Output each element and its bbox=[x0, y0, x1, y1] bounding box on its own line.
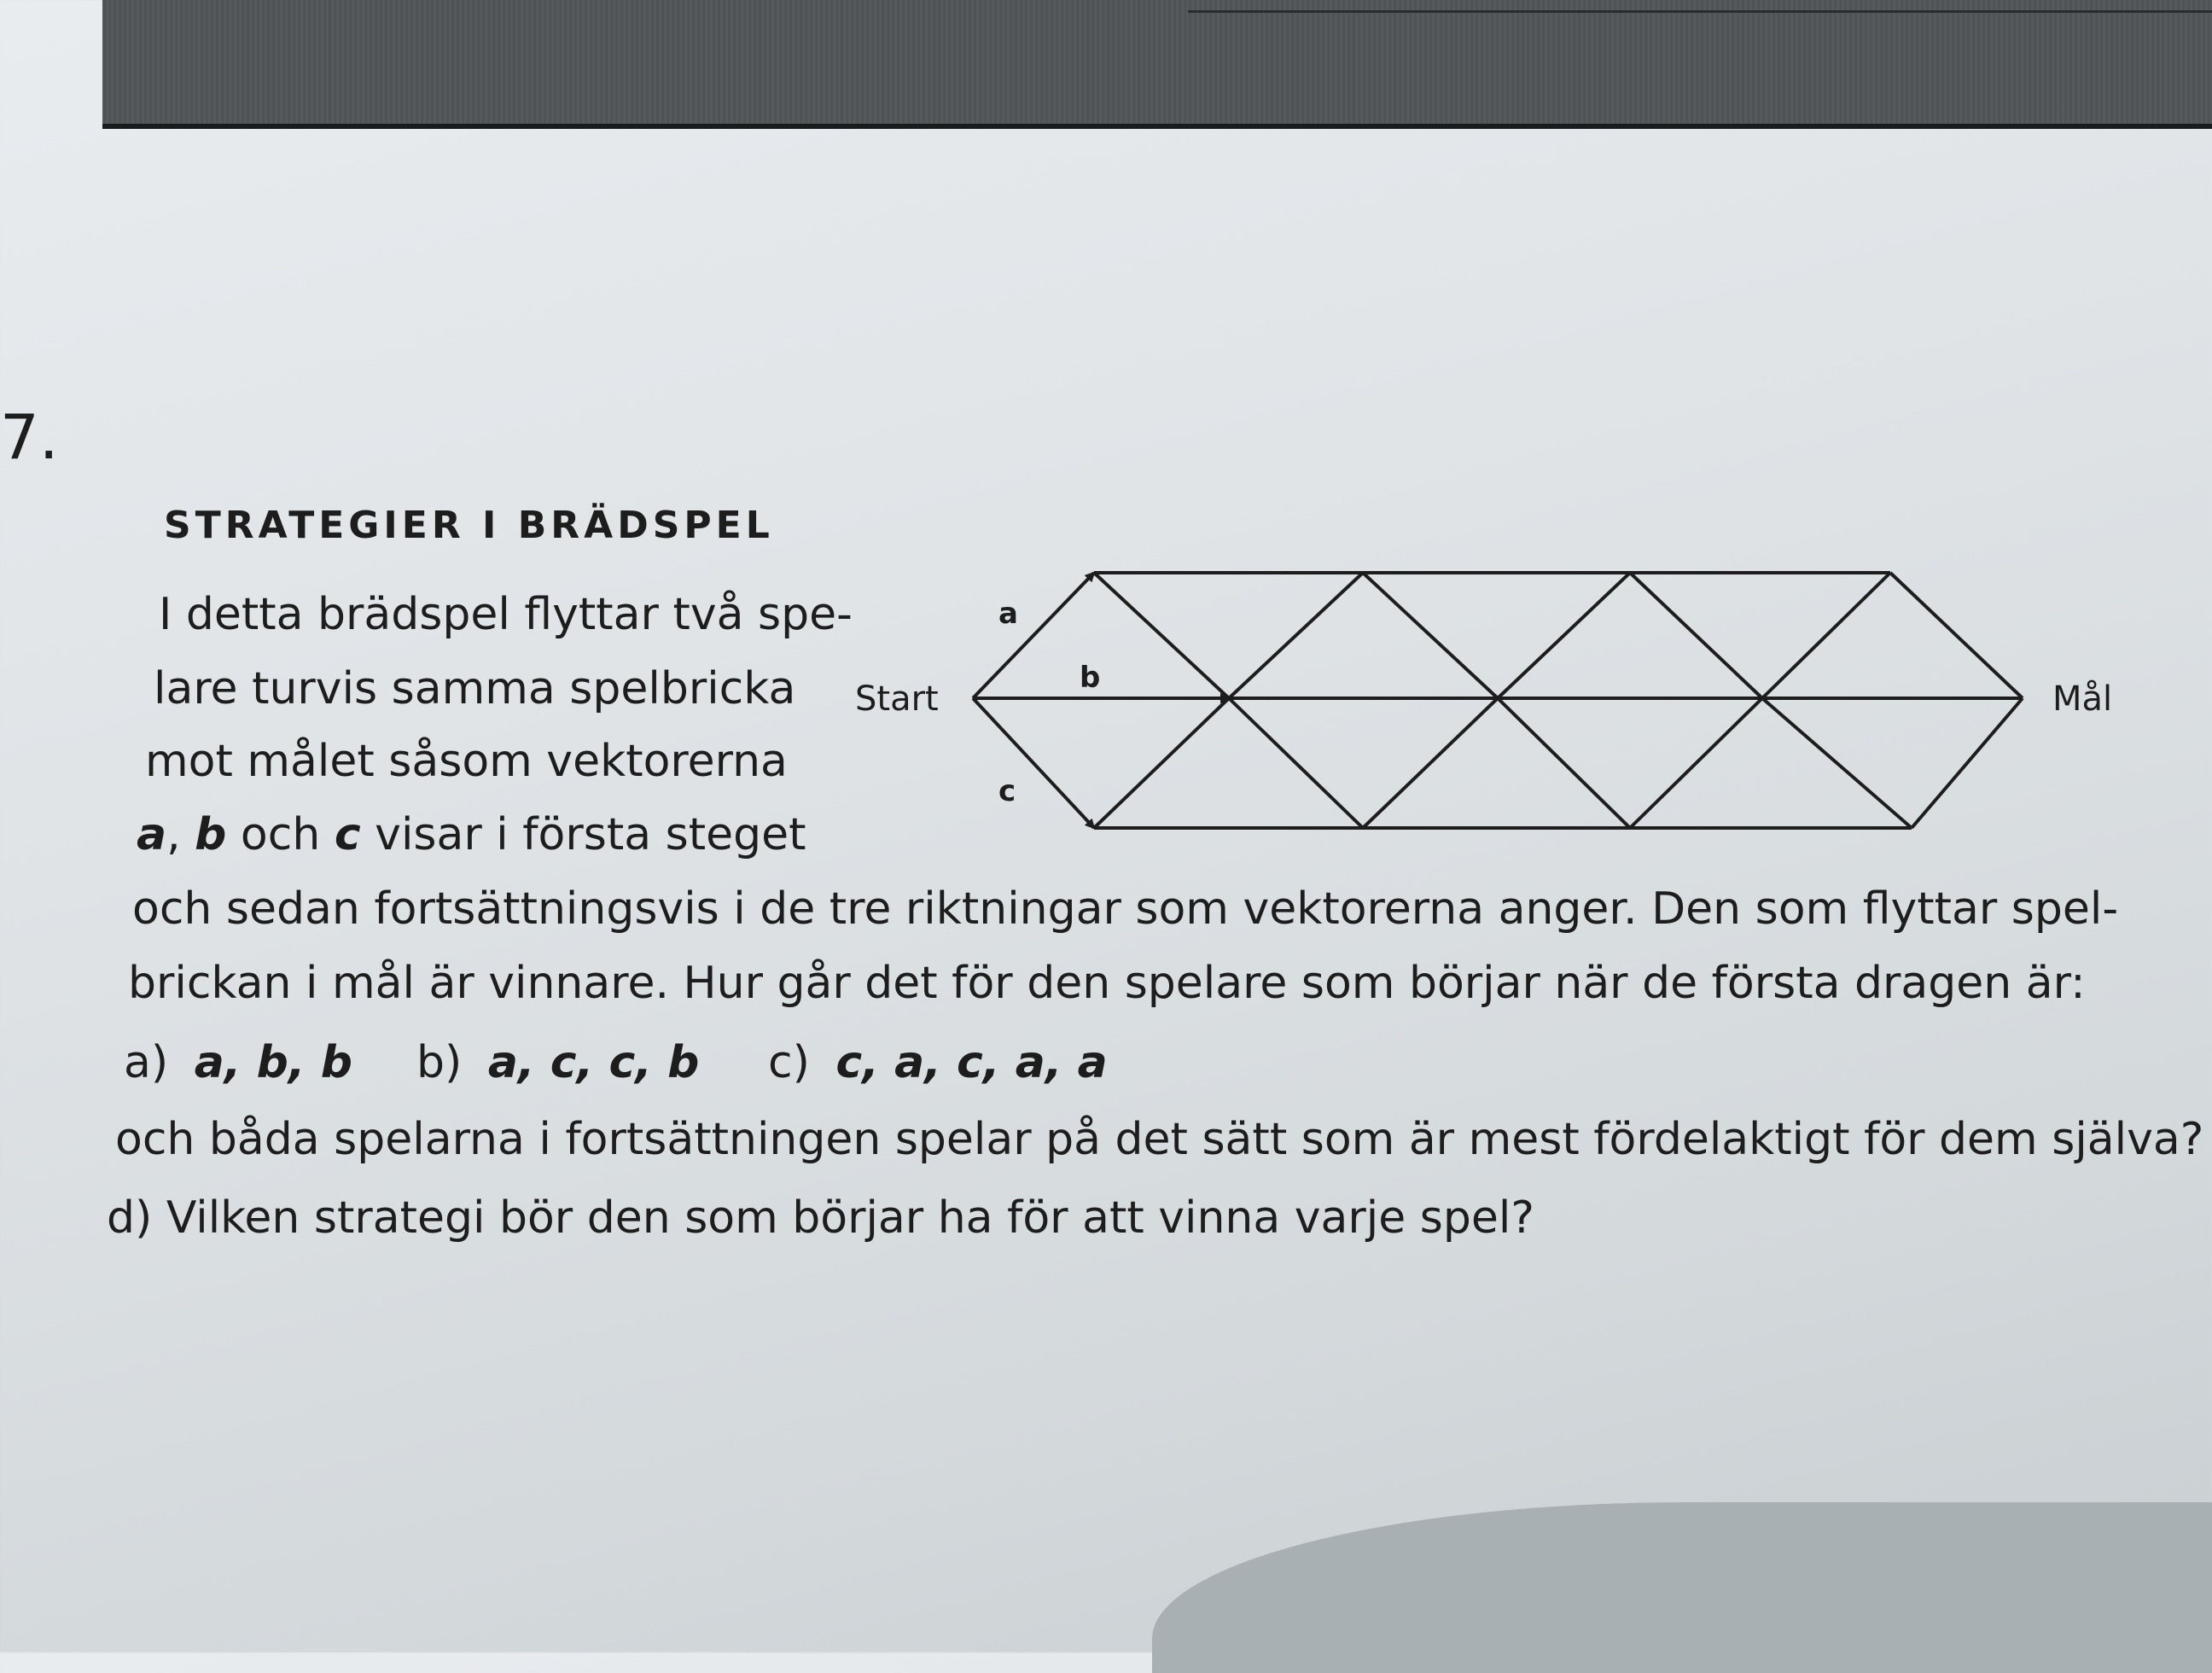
vector-a-text: a bbox=[137, 809, 167, 860]
diag-4 bbox=[1229, 698, 1363, 828]
diag-12 bbox=[1762, 698, 1912, 828]
diag-10 bbox=[1630, 698, 1762, 828]
board-right-lower-edge bbox=[1912, 698, 2023, 828]
answer-a-moves: a, b, b bbox=[194, 1037, 352, 1088]
continuation-line-2: brickan i mål är vinnare. Hur går det för den spelare som börjar när de första dragen är: bbox=[128, 958, 2086, 1009]
answer-b-label: b) bbox=[416, 1037, 463, 1088]
vector-c-arrow bbox=[973, 698, 1094, 828]
continuation-line-1: och sedan fortsättningsvis i de tre riktningar som vektorerna anger. Den som flyttar spel- bbox=[132, 883, 2119, 935]
question-d: d) Vilken strategi bör den som börjar ha för att vinna varje spel? bbox=[107, 1192, 1534, 1244]
vector-a-label: a bbox=[998, 597, 1018, 631]
diag-5 bbox=[1363, 573, 1498, 698]
intro-line-3: mot målet såsom vektorerna bbox=[145, 736, 788, 787]
diag-9 bbox=[1630, 573, 1762, 698]
diag-7 bbox=[1498, 573, 1630, 698]
vector-comma: , bbox=[166, 809, 195, 860]
diag-11 bbox=[1762, 573, 1890, 698]
question-line: och båda spelarna i fortsättningen spelar på det sätt som är mest fördelaktigt för dem själva? bbox=[115, 1114, 2204, 1165]
start-label: Start bbox=[855, 679, 939, 719]
intro-line-2: lare turvis samma spelbricka bbox=[154, 663, 796, 714]
vector-c-label: c bbox=[998, 774, 1016, 808]
answer-c-label: c) bbox=[768, 1037, 810, 1088]
vector-rest: visar i första steget bbox=[360, 809, 806, 860]
vector-b-text: b bbox=[195, 809, 227, 860]
intro-line-1: I detta brädspel flyttar två spe- bbox=[159, 589, 853, 640]
answer-c-moves: c, a, c, a, a bbox=[835, 1037, 1108, 1088]
problem-number: 7. bbox=[0, 401, 59, 473]
vector-och: och bbox=[226, 809, 335, 860]
answer-a-label: a) bbox=[124, 1037, 169, 1088]
vector-c-text: c bbox=[334, 809, 361, 860]
vector-b-label: b bbox=[1080, 661, 1101, 695]
vector-a-arrow bbox=[973, 573, 1094, 698]
board-right-upper-edge bbox=[1890, 573, 2023, 698]
section-heading: STRATEGIER I BRÄDSPEL bbox=[164, 504, 774, 547]
diag-6 bbox=[1363, 698, 1498, 828]
goal-label: Mål bbox=[2052, 679, 2113, 719]
diag-3 bbox=[1229, 573, 1363, 698]
diag-1 bbox=[1094, 573, 1229, 698]
diag-2 bbox=[1094, 698, 1229, 828]
diag-8 bbox=[1498, 698, 1630, 828]
answer-b-moves: a, c, c, b bbox=[487, 1037, 700, 1088]
